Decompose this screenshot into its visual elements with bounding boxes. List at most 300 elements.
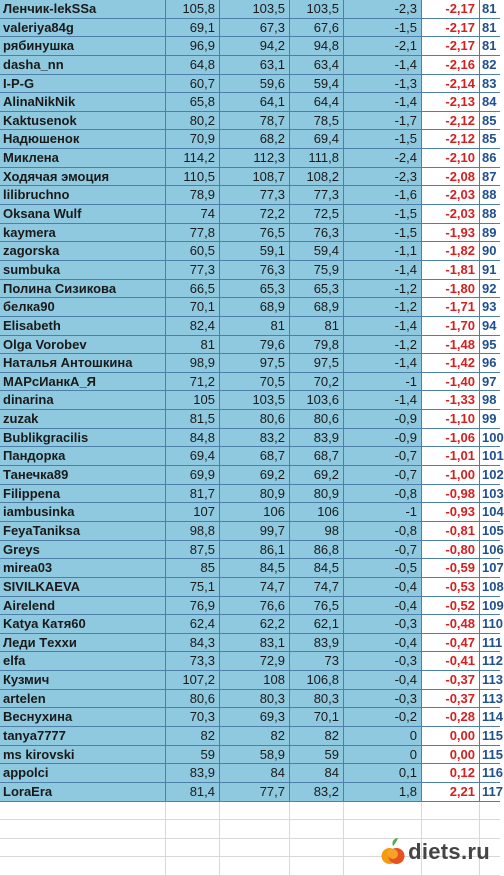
empty-cell[interactable] [0,839,166,858]
prev-weight-cell[interactable]: 76,5 [220,224,290,243]
current-weight-cell[interactable]: 97,5 [290,354,344,373]
percent-change-cell[interactable]: -2,13 [422,93,480,112]
rank-cell[interactable]: 104 [480,503,500,522]
prev-weight-cell[interactable]: 68,9 [220,298,290,317]
rank-cell[interactable]: 100 [480,429,500,448]
rank-cell[interactable]: 88 [480,205,500,224]
change-cell[interactable]: 0,1 [344,764,422,783]
current-weight-cell[interactable]: 98 [290,522,344,541]
name-cell[interactable]: Oksana Wulf [0,205,166,224]
name-cell[interactable]: mirea03 [0,559,166,578]
start-weight-cell[interactable]: 81 [166,336,220,355]
change-cell[interactable]: -1,7 [344,112,422,131]
percent-change-cell[interactable]: -1,82 [422,242,480,261]
rank-cell[interactable]: 102 [480,466,500,485]
name-cell[interactable]: Наталья Антошкина [0,354,166,373]
prev-weight-cell[interactable]: 70,5 [220,373,290,392]
rank-cell[interactable]: 105 [480,522,500,541]
percent-change-cell[interactable]: -0,48 [422,615,480,634]
prev-weight-cell[interactable]: 81 [220,317,290,336]
current-weight-cell[interactable]: 82 [290,727,344,746]
percent-change-cell[interactable]: -2,12 [422,130,480,149]
change-cell[interactable]: -0,3 [344,615,422,634]
prev-weight-cell[interactable]: 72,2 [220,205,290,224]
current-weight-cell[interactable]: 80,6 [290,410,344,429]
start-weight-cell[interactable]: 60,5 [166,242,220,261]
change-cell[interactable]: -0,3 [344,690,422,709]
prev-weight-cell[interactable]: 112,3 [220,149,290,168]
rank-cell[interactable]: 87 [480,168,500,187]
current-weight-cell[interactable]: 70,2 [290,373,344,392]
percent-change-cell[interactable]: -1,80 [422,280,480,299]
empty-cell[interactable] [480,802,500,821]
name-cell[interactable]: lilibruchno [0,186,166,205]
start-weight-cell[interactable]: 76,9 [166,597,220,616]
rank-cell[interactable]: 82 [480,56,500,75]
prev-weight-cell[interactable]: 86,1 [220,541,290,560]
percent-change-cell[interactable]: -2,17 [422,19,480,38]
change-cell[interactable]: -2,3 [344,168,422,187]
change-cell[interactable]: -0,7 [344,466,422,485]
rank-cell[interactable]: 85 [480,112,500,131]
start-weight-cell[interactable]: 80,6 [166,690,220,709]
change-cell[interactable]: -0,7 [344,541,422,560]
change-cell[interactable]: -0,7 [344,447,422,466]
name-cell[interactable]: МАРсИанкА_Я [0,373,166,392]
percent-change-cell[interactable]: -1,10 [422,410,480,429]
name-cell[interactable]: LoraEra [0,783,166,802]
prev-weight-cell[interactable]: 80,3 [220,690,290,709]
rank-cell[interactable]: 116 [480,764,500,783]
current-weight-cell[interactable]: 80,3 [290,690,344,709]
rank-cell[interactable]: 84 [480,93,500,112]
current-weight-cell[interactable]: 65,3 [290,280,344,299]
change-cell[interactable]: -1,2 [344,280,422,299]
change-cell[interactable]: -0,4 [344,578,422,597]
rank-cell[interactable]: 101 [480,447,500,466]
percent-change-cell[interactable]: -2,17 [422,37,480,56]
prev-weight-cell[interactable]: 108 [220,671,290,690]
start-weight-cell[interactable]: 77,3 [166,261,220,280]
rank-cell[interactable]: 99 [480,410,500,429]
start-weight-cell[interactable]: 85 [166,559,220,578]
rank-cell[interactable]: 83 [480,75,500,94]
start-weight-cell[interactable]: 66,5 [166,280,220,299]
prev-weight-cell[interactable]: 84,5 [220,559,290,578]
name-cell[interactable]: Пандорка [0,447,166,466]
current-weight-cell[interactable]: 103,6 [290,391,344,410]
start-weight-cell[interactable]: 70,3 [166,708,220,727]
current-weight-cell[interactable]: 68,9 [290,298,344,317]
current-weight-cell[interactable]: 70,1 [290,708,344,727]
rank-cell[interactable]: 88 [480,186,500,205]
current-weight-cell[interactable]: 79,8 [290,336,344,355]
rank-cell[interactable]: 92 [480,280,500,299]
start-weight-cell[interactable]: 96,9 [166,37,220,56]
start-weight-cell[interactable]: 69,1 [166,19,220,38]
current-weight-cell[interactable]: 84 [290,764,344,783]
percent-change-cell[interactable]: -2,17 [422,0,480,19]
percent-change-cell[interactable]: -0,47 [422,634,480,653]
empty-cell[interactable] [0,857,166,876]
current-weight-cell[interactable]: 83,2 [290,783,344,802]
current-weight-cell[interactable]: 94,8 [290,37,344,56]
prev-weight-cell[interactable]: 103,5 [220,0,290,19]
start-weight-cell[interactable]: 114,2 [166,149,220,168]
current-weight-cell[interactable]: 78,5 [290,112,344,131]
name-cell[interactable]: iambusinka [0,503,166,522]
name-cell[interactable]: Ленчик-lekSSa [0,0,166,19]
prev-weight-cell[interactable]: 59,1 [220,242,290,261]
name-cell[interactable]: Ходячая эмоция [0,168,166,187]
percent-change-cell[interactable]: -1,01 [422,447,480,466]
prev-weight-cell[interactable]: 72,9 [220,652,290,671]
rank-cell[interactable]: 117 [480,783,500,802]
name-cell[interactable]: Kaktusenok [0,112,166,131]
name-cell[interactable]: Кузмич [0,671,166,690]
start-weight-cell[interactable]: 78,9 [166,186,220,205]
percent-change-cell[interactable]: -0,52 [422,597,480,616]
start-weight-cell[interactable]: 77,8 [166,224,220,243]
prev-weight-cell[interactable]: 94,2 [220,37,290,56]
prev-weight-cell[interactable]: 69,3 [220,708,290,727]
change-cell[interactable]: -2,3 [344,0,422,19]
percent-change-cell[interactable]: -0,81 [422,522,480,541]
start-weight-cell[interactable]: 98,8 [166,522,220,541]
prev-weight-cell[interactable]: 108,7 [220,168,290,187]
change-cell[interactable]: -1,6 [344,186,422,205]
rank-cell[interactable]: 97 [480,373,500,392]
percent-change-cell[interactable]: -0,98 [422,485,480,504]
change-cell[interactable]: -0,9 [344,410,422,429]
start-weight-cell[interactable]: 71,2 [166,373,220,392]
start-weight-cell[interactable]: 84,3 [166,634,220,653]
name-cell[interactable]: Леди Тexxи [0,634,166,653]
start-weight-cell[interactable]: 60,7 [166,75,220,94]
percent-change-cell[interactable]: -2,12 [422,112,480,131]
current-weight-cell[interactable]: 64,4 [290,93,344,112]
prev-weight-cell[interactable]: 83,1 [220,634,290,653]
percent-change-cell[interactable]: 0,12 [422,764,480,783]
percent-change-cell[interactable]: -0,28 [422,708,480,727]
start-weight-cell[interactable]: 73,3 [166,652,220,671]
start-weight-cell[interactable]: 64,8 [166,56,220,75]
current-weight-cell[interactable]: 106,8 [290,671,344,690]
start-weight-cell[interactable]: 105,8 [166,0,220,19]
start-weight-cell[interactable]: 107 [166,503,220,522]
percent-change-cell[interactable]: -2,14 [422,75,480,94]
rank-cell[interactable]: 86 [480,149,500,168]
change-cell[interactable]: -1 [344,373,422,392]
percent-change-cell[interactable]: -2,10 [422,149,480,168]
name-cell[interactable]: dinarina [0,391,166,410]
rank-cell[interactable]: 94 [480,317,500,336]
prev-weight-cell[interactable]: 74,7 [220,578,290,597]
rank-cell[interactable]: 106 [480,541,500,560]
prev-weight-cell[interactable]: 82 [220,727,290,746]
current-weight-cell[interactable]: 108,2 [290,168,344,187]
current-weight-cell[interactable]: 76,5 [290,597,344,616]
current-weight-cell[interactable]: 59,4 [290,242,344,261]
percent-change-cell[interactable]: -2,08 [422,168,480,187]
name-cell[interactable]: artelen [0,690,166,709]
current-weight-cell[interactable]: 83,9 [290,634,344,653]
prev-weight-cell[interactable]: 67,3 [220,19,290,38]
empty-cell[interactable] [290,820,344,839]
change-cell[interactable]: -1,4 [344,391,422,410]
empty-cell[interactable] [290,839,344,858]
prev-weight-cell[interactable]: 59,6 [220,75,290,94]
empty-cell[interactable] [220,857,290,876]
prev-weight-cell[interactable]: 106 [220,503,290,522]
change-cell[interactable]: -1,5 [344,224,422,243]
start-weight-cell[interactable]: 83,9 [166,764,220,783]
current-weight-cell[interactable]: 75,9 [290,261,344,280]
start-weight-cell[interactable]: 75,1 [166,578,220,597]
rank-cell[interactable]: 113 [480,671,500,690]
change-cell[interactable]: -1,3 [344,75,422,94]
current-weight-cell[interactable]: 59,4 [290,75,344,94]
change-cell[interactable]: -1,5 [344,205,422,224]
empty-cell[interactable] [220,820,290,839]
name-cell[interactable]: kaymera [0,224,166,243]
change-cell[interactable]: -0,2 [344,708,422,727]
rank-cell[interactable]: 107 [480,559,500,578]
percent-change-cell[interactable]: -0,41 [422,652,480,671]
change-cell[interactable]: -0,8 [344,485,422,504]
start-weight-cell[interactable]: 87,5 [166,541,220,560]
prev-weight-cell[interactable]: 80,9 [220,485,290,504]
empty-cell[interactable] [166,802,220,821]
change-cell[interactable]: -0,4 [344,634,422,653]
rank-cell[interactable]: 81 [480,0,500,19]
change-cell[interactable]: 0 [344,746,422,765]
percent-change-cell[interactable]: 0,00 [422,746,480,765]
name-cell[interactable]: Filippena [0,485,166,504]
rank-cell[interactable]: 115 [480,727,500,746]
name-cell[interactable]: AlinaNikNik [0,93,166,112]
start-weight-cell[interactable]: 105 [166,391,220,410]
name-cell[interactable]: Bublikgracilis [0,429,166,448]
empty-cell[interactable] [290,857,344,876]
current-weight-cell[interactable]: 80,9 [290,485,344,504]
percent-change-cell[interactable]: -1,71 [422,298,480,317]
prev-weight-cell[interactable]: 62,2 [220,615,290,634]
percent-change-cell[interactable]: -0,80 [422,541,480,560]
prev-weight-cell[interactable]: 103,5 [220,391,290,410]
current-weight-cell[interactable]: 69,4 [290,130,344,149]
change-cell[interactable]: -1,4 [344,261,422,280]
change-cell[interactable]: -0,5 [344,559,422,578]
rank-cell[interactable]: 110 [480,615,500,634]
start-weight-cell[interactable]: 98,9 [166,354,220,373]
change-cell[interactable]: -0,3 [344,652,422,671]
name-cell[interactable]: белка90 [0,298,166,317]
name-cell[interactable]: appolci [0,764,166,783]
percent-change-cell[interactable]: -0,37 [422,690,480,709]
rank-cell[interactable]: 89 [480,224,500,243]
current-weight-cell[interactable]: 83,9 [290,429,344,448]
prev-weight-cell[interactable]: 84 [220,764,290,783]
name-cell[interactable]: zagorska [0,242,166,261]
current-weight-cell[interactable]: 103,5 [290,0,344,19]
rank-cell[interactable]: 90 [480,242,500,261]
start-weight-cell[interactable]: 69,9 [166,466,220,485]
start-weight-cell[interactable]: 69,4 [166,447,220,466]
prev-weight-cell[interactable]: 83,2 [220,429,290,448]
prev-weight-cell[interactable]: 79,6 [220,336,290,355]
name-cell[interactable]: Greys [0,541,166,560]
start-weight-cell[interactable]: 81,5 [166,410,220,429]
current-weight-cell[interactable]: 84,5 [290,559,344,578]
rank-cell[interactable]: 95 [480,336,500,355]
percent-change-cell[interactable]: -0,37 [422,671,480,690]
name-cell[interactable]: elfa [0,652,166,671]
name-cell[interactable]: zuzak [0,410,166,429]
current-weight-cell[interactable]: 62,1 [290,615,344,634]
current-weight-cell[interactable]: 67,6 [290,19,344,38]
name-cell[interactable]: Elisabeth [0,317,166,336]
prev-weight-cell[interactable]: 68,7 [220,447,290,466]
change-cell[interactable]: -0,8 [344,522,422,541]
name-cell[interactable]: tanya7777 [0,727,166,746]
current-weight-cell[interactable]: 111,8 [290,149,344,168]
current-weight-cell[interactable]: 86,8 [290,541,344,560]
name-cell[interactable]: Olga Vorobev [0,336,166,355]
change-cell[interactable]: -2,1 [344,37,422,56]
rank-cell[interactable]: 109 [480,597,500,616]
name-cell[interactable]: sumbuka [0,261,166,280]
empty-cell[interactable] [344,802,422,821]
empty-cell[interactable] [422,802,480,821]
change-cell[interactable]: -1 [344,503,422,522]
percent-change-cell[interactable]: -0,93 [422,503,480,522]
change-cell[interactable]: -1,1 [344,242,422,261]
empty-cell[interactable] [290,802,344,821]
current-weight-cell[interactable]: 81 [290,317,344,336]
change-cell[interactable]: 0 [344,727,422,746]
percent-change-cell[interactable]: -1,42 [422,354,480,373]
change-cell[interactable]: -0,4 [344,597,422,616]
current-weight-cell[interactable]: 69,2 [290,466,344,485]
change-cell[interactable]: -1,4 [344,56,422,75]
start-weight-cell[interactable]: 82 [166,727,220,746]
percent-change-cell[interactable]: -1,33 [422,391,480,410]
change-cell[interactable]: -0,9 [344,429,422,448]
percent-change-cell[interactable]: -2,16 [422,56,480,75]
start-weight-cell[interactable]: 74 [166,205,220,224]
prev-weight-cell[interactable]: 63,1 [220,56,290,75]
current-weight-cell[interactable]: 73 [290,652,344,671]
start-weight-cell[interactable]: 65,8 [166,93,220,112]
rank-cell[interactable]: 85 [480,130,500,149]
rank-cell[interactable]: 98 [480,391,500,410]
start-weight-cell[interactable]: 70,1 [166,298,220,317]
name-cell[interactable]: FeyaTaniksa [0,522,166,541]
prev-weight-cell[interactable]: 76,3 [220,261,290,280]
start-weight-cell[interactable]: 81,7 [166,485,220,504]
percent-change-cell[interactable]: -1,40 [422,373,480,392]
prev-weight-cell[interactable]: 80,6 [220,410,290,429]
name-cell[interactable]: Миклена [0,149,166,168]
change-cell[interactable]: -1,4 [344,354,422,373]
start-weight-cell[interactable]: 62,4 [166,615,220,634]
current-weight-cell[interactable]: 74,7 [290,578,344,597]
change-cell[interactable]: -1,2 [344,298,422,317]
rank-cell[interactable]: 93 [480,298,500,317]
empty-cell[interactable] [220,802,290,821]
change-cell[interactable]: -1,4 [344,317,422,336]
start-weight-cell[interactable]: 84,8 [166,429,220,448]
change-cell[interactable]: -1,5 [344,19,422,38]
percent-change-cell[interactable]: -1,93 [422,224,480,243]
percent-change-cell[interactable]: 2,21 [422,783,480,802]
percent-change-cell[interactable]: 0,00 [422,727,480,746]
current-weight-cell[interactable]: 59 [290,746,344,765]
name-cell[interactable]: Katya Катя60 [0,615,166,634]
start-weight-cell[interactable]: 59 [166,746,220,765]
name-cell[interactable]: I-P-G [0,75,166,94]
start-weight-cell[interactable]: 107,2 [166,671,220,690]
rank-cell[interactable]: 115 [480,746,500,765]
name-cell[interactable]: SIVILKAEVA [0,578,166,597]
rank-cell[interactable]: 81 [480,37,500,56]
rank-cell[interactable]: 108 [480,578,500,597]
change-cell[interactable]: -2,4 [344,149,422,168]
current-weight-cell[interactable]: 76,3 [290,224,344,243]
change-cell[interactable]: -1,2 [344,336,422,355]
percent-change-cell[interactable]: -1,81 [422,261,480,280]
percent-change-cell[interactable]: -0,53 [422,578,480,597]
name-cell[interactable]: Надюшенок [0,130,166,149]
empty-cell[interactable] [0,820,166,839]
name-cell[interactable]: Веснухина [0,708,166,727]
current-weight-cell[interactable]: 106 [290,503,344,522]
current-weight-cell[interactable]: 63,4 [290,56,344,75]
prev-weight-cell[interactable]: 99,7 [220,522,290,541]
prev-weight-cell[interactable]: 58,9 [220,746,290,765]
percent-change-cell[interactable]: -1,70 [422,317,480,336]
rank-cell[interactable]: 113 [480,690,500,709]
change-cell[interactable]: 1,8 [344,783,422,802]
current-weight-cell[interactable]: 77,3 [290,186,344,205]
prev-weight-cell[interactable]: 68,2 [220,130,290,149]
prev-weight-cell[interactable]: 78,7 [220,112,290,131]
name-cell[interactable]: dasha_nn [0,56,166,75]
prev-weight-cell[interactable]: 64,1 [220,93,290,112]
name-cell[interactable]: valeriya84g [0,19,166,38]
prev-weight-cell[interactable]: 69,2 [220,466,290,485]
prev-weight-cell[interactable]: 77,7 [220,783,290,802]
rank-cell[interactable]: 96 [480,354,500,373]
prev-weight-cell[interactable]: 76,6 [220,597,290,616]
empty-cell[interactable] [166,820,220,839]
name-cell[interactable]: Полина Сизикова [0,280,166,299]
rank-cell[interactable]: 114 [480,708,500,727]
empty-cell[interactable] [0,802,166,821]
change-cell[interactable]: -0,4 [344,671,422,690]
name-cell[interactable]: ms kirovski [0,746,166,765]
prev-weight-cell[interactable]: 77,3 [220,186,290,205]
start-weight-cell[interactable]: 70,9 [166,130,220,149]
current-weight-cell[interactable]: 72,5 [290,205,344,224]
current-weight-cell[interactable]: 68,7 [290,447,344,466]
change-cell[interactable]: -1,5 [344,130,422,149]
rank-cell[interactable]: 112 [480,652,500,671]
rank-cell[interactable]: 91 [480,261,500,280]
prev-weight-cell[interactable]: 97,5 [220,354,290,373]
start-weight-cell[interactable]: 80,2 [166,112,220,131]
